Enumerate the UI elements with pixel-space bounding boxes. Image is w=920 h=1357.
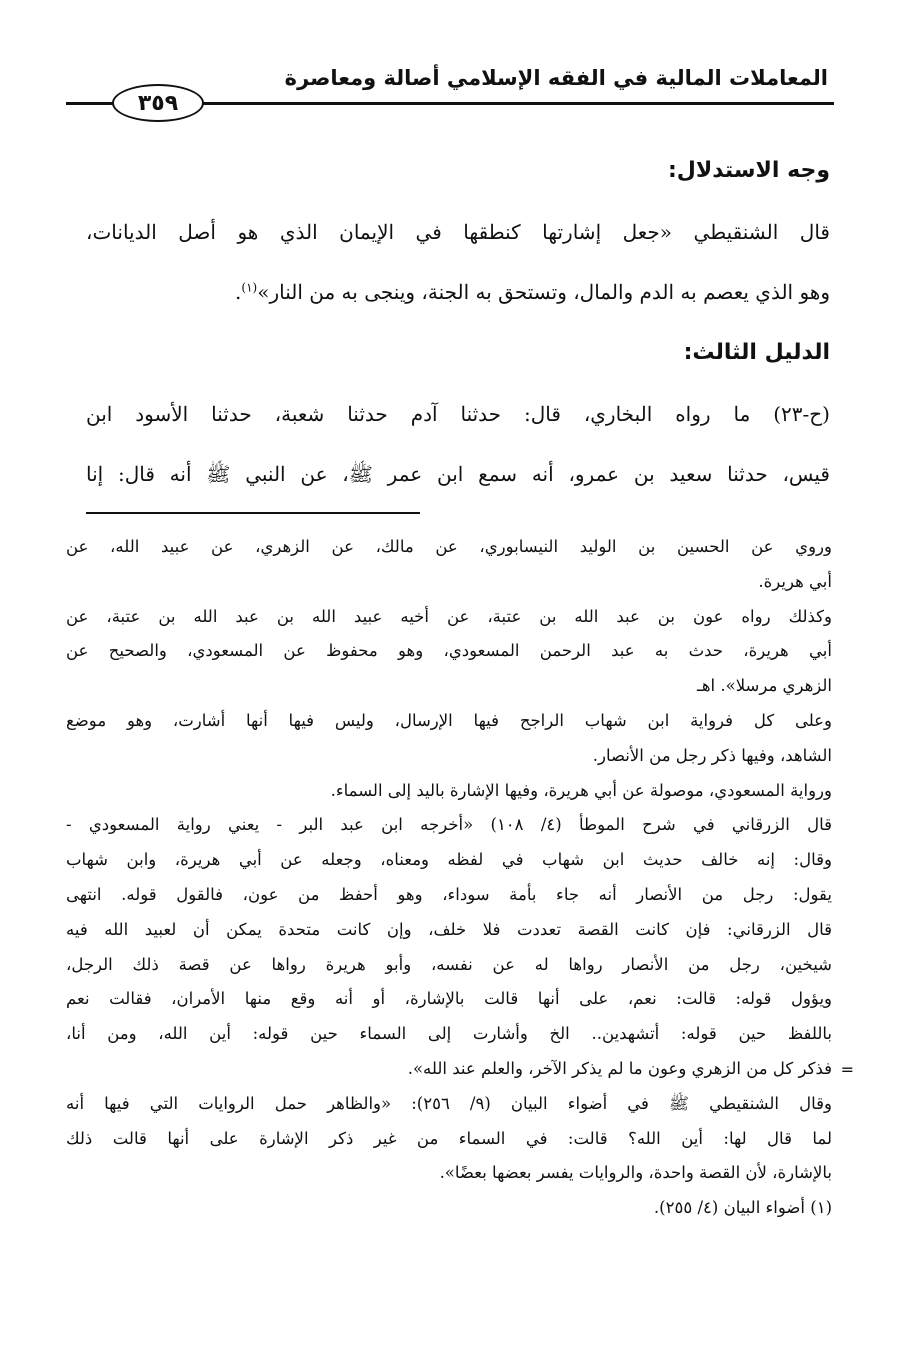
footnote-line: فذكر كل من الزهري وعون ما لم يذكر الآخر، والعلم عند الله». [407,1058,832,1078]
footnote-line: وروي عن الحسين بن الوليد النيسابوري، عن مالك، عن الزهري، عن عبيد الله، عن [66,537,832,556]
continuation-mark: = [840,1060,854,1079]
footnote-line: لما قال لها: أين الله؟ قالت: في السماء من غير ذكر الإشارة على أنها قالت ذلك [66,1128,832,1148]
footnote-ref: (١) [241,280,258,295]
section-heading-inference: وجه الاستدلال: [667,158,830,183]
footnote-line: ويؤول قوله: قالت: نعم، على أنها قالت بالإشارة، أو أنه وقع منها الأمران، فقالت نعم [66,989,832,1009]
footnote-line: الشاهد، وفيها ذكر رجل من الأنصار. [592,745,832,765]
footnote-line: بالإشارة، لأن القصة واحدة، والروايات يفسر بعضها بعضًا». [439,1163,832,1183]
footnote-line: وقال الشنقيطي ﷺ في أضواء البيان (٩/ ٢٥٦): «والظاهر حمل الروايات التي فيها أنه [66,1093,832,1113]
section-heading-third-evidence: الدليل الثالث: [683,340,830,365]
paragraph-shanqiti [86,202,830,322]
text-line-content: وهو الذي يعصم به الدم والمال، وتستحق به الجنة، وينجى به من النار» [257,280,830,304]
text-line: قال الشنقيطي «جعل إشارتها كنطقها في الإيمان الذي هو أصل الديانات، [86,220,830,244]
text-line: (ح-٢٣) ما رواه البخاري، قال: حدثنا آدم حدثنا شعبة، حدثنا الأسود ابن [86,402,830,426]
page-number: ٣٥٩ [137,90,179,116]
footnote-line: وقال: إنه خالف حديث ابن شهاب في لفظه ومعناه، وجعله عن أبي هريرة، وابن شهاب [66,850,832,870]
footnote-line: أبي هريرة، حدث به عبد الرحمن المسعودي، وهو محفوظ عن المسعودي، والصحيح عن [66,641,832,661]
footnote-1: (١) أضواء البيان (٤/ ٢٥٥). [653,1198,832,1218]
text-line-last [86,262,830,322]
footnote-line: شيخين، رجل من الأنصار رواها له عن نفسه، وأبو هريرة رواها عن قصة ذلك الرجل، [66,954,832,974]
sentence-end: . [235,280,242,304]
text-line: قيس، حدثنا سعيد بن عمرو، أنه سمع ابن عمر ﷺ، عن النبي ﷺ أنه قال: إنا [86,462,830,486]
footnote-line: وعلى كل فرواية ابن شهاب الراجح فيها الإرسال، وليس فيها أنها أشارت، وهو موضع [66,710,832,730]
footnote-line: ورواية المسعودي، موصولة عن أبي هريرة، وفيها الإشارة باليد إلى السماء. [330,780,832,800]
footnotes [66,530,854,1226]
footnote-line: قال الزرقاني في شرح الموطأ (٤/ ١٠٨) «أخرجه ابن عبد البر - يعني رواية المسعودي - [66,815,832,835]
page-number-oval [112,84,204,122]
footnote-line: يقول: رجل من الأنصار أنه جاء بأمة سوداء، وهو أحفظ من عون، فالقول قوله. انتهى [66,884,832,904]
footnote-line: أبي هريرة. [758,571,832,591]
footnote-line: باللفظ حين قوله: أتشهدين.. الخ وأشارت إلى السماء حين قوله: أين الله، ومن أنا، [66,1024,832,1044]
footnote-line: وكذلك رواه عون بن عبد الله بن عتبة، عن أخيه عبيد الله بن عبد الله بن عتبة، عن [66,606,832,626]
footnote-separator [86,512,420,514]
footnote-line: الزهري مرسلا». اهـ [697,676,832,696]
running-title: المعاملات المالية في الفقه الإسلامي أصالة ومعاصرة [284,66,828,90]
footnote-line: قال الزرقاني: فإن كانت القصة تعددت فلا خلف، وإن كانت متحدة يمكن أن لعبيد الله فيه [66,919,832,939]
main-text [86,140,830,504]
paragraph-hadith [86,384,830,504]
